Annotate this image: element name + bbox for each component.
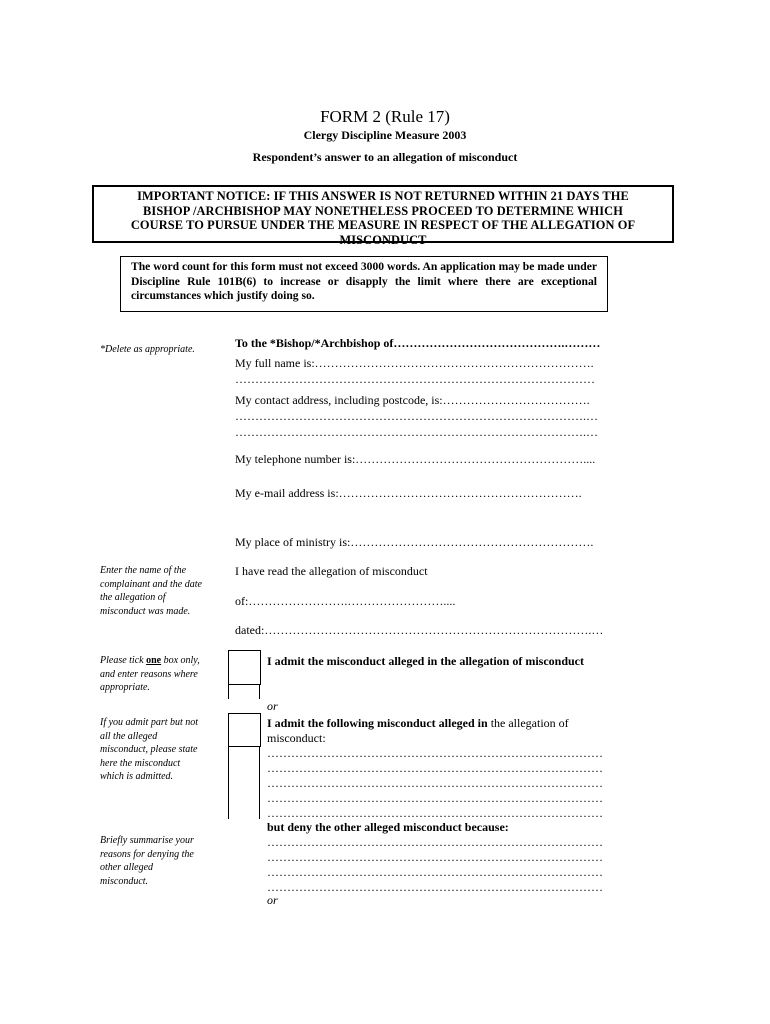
note-line: complainant and the date xyxy=(100,578,202,590)
tick-note xyxy=(100,654,200,695)
form-subtitle: Respondent’s answer to an allegation of misconduct xyxy=(252,150,518,164)
deny-reason-line[interactable]: ………………………………………………………………………… xyxy=(267,850,603,864)
deny-reason-line[interactable]: ………………………………………………………………………… xyxy=(267,865,603,879)
full-name-field[interactable]: My full name is:……………………………………………………………. xyxy=(235,356,594,370)
bishop-field[interactable]: To the *Bishop/*Archbishop of…………………………………….……… xyxy=(235,336,601,350)
note-line xyxy=(100,654,200,668)
admit-part-label xyxy=(267,716,569,731)
enter-name-note xyxy=(100,564,202,618)
note-line: all the alleged xyxy=(100,730,158,742)
or-separator: or xyxy=(267,699,278,713)
admit-part-note xyxy=(100,716,198,784)
admitted-misconduct-line[interactable]: ………………………………………………………………………… xyxy=(267,746,603,760)
note-line: and enter reasons where xyxy=(100,668,198,680)
allegation-of-field[interactable]: of:…………………….…………………….... xyxy=(235,594,456,608)
admit-part-bold: I admit the following misconduct alleged in xyxy=(267,716,488,730)
note-line: misconduct was made. xyxy=(100,605,191,617)
note-line: Briefly summarise your xyxy=(100,835,194,846)
note-line: appropriate. xyxy=(100,682,150,693)
admitted-misconduct-line[interactable]: ………………………………………………………………………… xyxy=(267,806,603,820)
box-divider xyxy=(228,685,229,699)
admitted-misconduct-line[interactable]: ………………………………………………………………………… xyxy=(267,776,603,790)
note-line: If you admit part but not xyxy=(100,717,199,728)
note-emphasis: one xyxy=(146,655,162,666)
notice-line: COURSE TO PURSUE UNDER THE MEASURE IN RESPECT OF THE ALLEGATION OF xyxy=(130,218,636,232)
or-separator: or xyxy=(267,893,278,907)
contact-address-field[interactable]: My contact address, including postcode, is:………………………………. xyxy=(235,393,590,407)
delete-note: *Delete as appropriate. xyxy=(100,344,195,355)
measure-title: Clergy Discipline Measure 2003 xyxy=(303,128,467,142)
note-line: other alleged xyxy=(100,862,154,873)
note-text: box only, xyxy=(161,655,200,666)
contact-address-continuation[interactable]: …………………………………………………………………………….… xyxy=(235,425,598,439)
box-divider xyxy=(228,747,229,819)
admitted-misconduct-line[interactable]: ………………………………………………………………………… xyxy=(267,791,603,805)
deny-reason-line[interactable]: ………………………………………………………………………… xyxy=(267,835,603,849)
deny-label: but deny the other alleged misconduct because: xyxy=(267,820,509,834)
word-count-notice: The word count for this form must not exceed 3000 words. An application may be made under Discipline Rule 101B(6) to increase or disapply the limit where there are exceptional circumstances which justify doing so. xyxy=(120,256,608,312)
box-divider xyxy=(259,747,260,819)
form-title: FORM 2 (Rule 17) xyxy=(320,107,450,126)
telephone-field[interactable]: My telephone number is:………………………………………………….... xyxy=(235,452,596,466)
dated-field[interactable]: dated:……………………………………………………………………….… xyxy=(235,623,604,637)
admitted-misconduct-line[interactable]: ………………………………………………………………………… xyxy=(267,761,603,775)
summarise-note xyxy=(100,834,194,888)
note-line: misconduct. xyxy=(100,875,149,887)
notice-line: BISHOP /ARCHBISHOP MAY NONETHELESS PROCEED TO DETERMINE WHICH xyxy=(143,203,623,218)
important-notice xyxy=(92,185,674,247)
note-line: Enter the name of the xyxy=(100,565,187,576)
note-line: the allegation of xyxy=(100,592,166,603)
read-allegation-text: I have read the allegation of misconduct xyxy=(235,564,428,578)
note-line: reasons for denying the xyxy=(100,848,194,860)
admit-all-checkbox[interactable] xyxy=(228,650,261,685)
note-line: which is admitted. xyxy=(100,771,174,782)
note-line: misconduct, please state xyxy=(100,744,198,755)
contact-address-continuation[interactable]: …………………………………………………………………………….… xyxy=(235,409,598,423)
note-line: here the misconduct xyxy=(100,757,181,769)
ministry-field[interactable]: My place of ministry is:……………………………………………………. xyxy=(235,535,594,549)
note-text: Please tick xyxy=(100,655,147,666)
notice-line: MISCONDUCT xyxy=(339,232,427,247)
notice-line: IMPORTANT NOTICE: IF THIS ANSWER IS NOT RETURNED WITHIN 21 DAYS THE xyxy=(137,189,629,203)
admit-part-label-cont: misconduct: xyxy=(267,731,326,745)
admit-part-checkbox[interactable] xyxy=(228,713,261,747)
admit-part-rest: the allegation of xyxy=(487,716,569,730)
email-field[interactable]: My e-mail address is:……………………………………………………. xyxy=(235,486,582,500)
admit-all-label: I admit the misconduct alleged in the allegation of misconduct xyxy=(267,654,584,668)
box-divider xyxy=(259,685,260,699)
full-name-continuation[interactable]: ……………………………………………………………………………… xyxy=(235,372,595,386)
deny-reason-line[interactable]: ………………………………………………………………………… xyxy=(267,880,603,894)
